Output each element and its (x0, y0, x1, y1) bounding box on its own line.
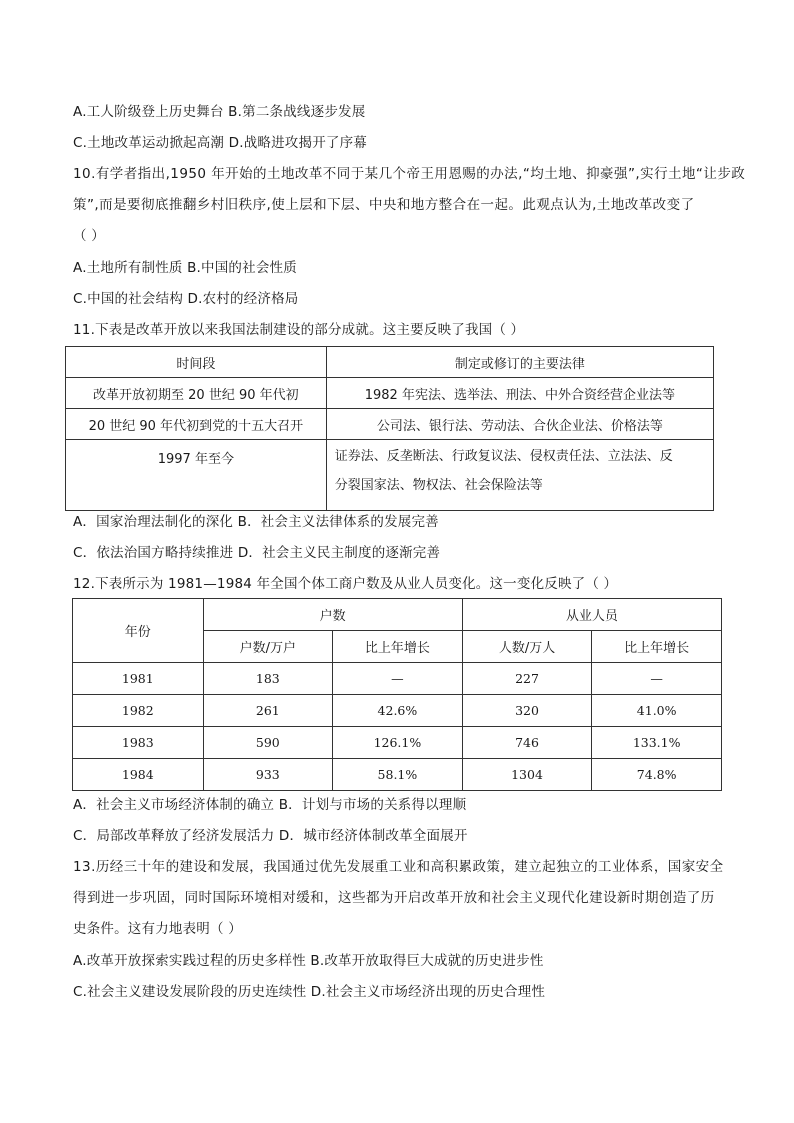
q13-option-ab: A.改革开放探索实践过程的历史多样性 B.改革开放取得巨大成就的历史进步性 (73, 953, 544, 969)
table-row (73, 727, 722, 759)
q13-stem-line-1: 13.历经三十年的建设和发展，我国通过优先发展重工业和高积累政策，建立起独立的工业体系，国家安全 (73, 859, 724, 875)
table-row (73, 695, 722, 727)
q13-option-cd: C.社会主义建设发展阶段的历史连续性 D.社会主义市场经济出现的历史合理性 (73, 984, 546, 1000)
laws-cell (326, 440, 713, 511)
value-cell: 227 (462, 663, 592, 695)
value-cell: 933 (203, 759, 333, 791)
q12-option-ab: A．社会主义市场经济体制的确立 B．计划与市场的关系得以理顺 (73, 797, 467, 813)
value-cell: 74.8% (592, 759, 722, 791)
header-cell-year: 年份 (73, 599, 204, 663)
q10-option-ab: A.土地所有制性质 B.中国的社会性质 (73, 260, 297, 276)
laws-line: 证券法、反垄断法、行政复议法、侵权责任法、立法法、反 (334, 449, 673, 464)
subheader-cell: 比上年增长 (333, 631, 463, 663)
period-cell: 改革开放初期至 20 世纪 90 年代初 (66, 378, 327, 409)
q10-stem-line-3: （ ） (73, 228, 105, 244)
value-cell: 133.1% (592, 727, 722, 759)
table-row (73, 759, 722, 791)
q13-stem-line-3: 史条件。这有力地表明（ ） (73, 921, 242, 937)
value-cell: 183 (203, 663, 333, 695)
laws-cell: 公司法、银行法、劳动法、合伙企业法、价格法等 (326, 409, 713, 440)
q13-stem-line-2: 得到进一步巩固，同时国际环境相对缓和，这些都为开启改革开放和社会主义现代化建设新时期创造了历 (73, 890, 715, 906)
laws-line: 分裂国家法、物权法、社会保险法等 (334, 478, 543, 493)
q9-option-ab: A.工人阶级登上历史舞台 B.第二条战线逐步发展 (73, 104, 366, 120)
year-cell: 1981 (73, 663, 204, 695)
value-cell: 261 (203, 695, 333, 727)
header-cell-employees: 从业人员 (462, 599, 721, 631)
table-header-row (66, 347, 714, 378)
value-cell: 746 (462, 727, 592, 759)
q10-stem-line-1: 10.有学者指出,1950 年开始的土地改革不同于某几个帝王用恩赐的办法,“均土地、抑豪强”,实行土地“让步政 (73, 166, 746, 182)
value-cell: 590 (203, 727, 333, 759)
q12-stem: 12.下表所示为 1981—1984 年全国个体工商户数及从业人员变化。这一变化反映了（ ） (73, 576, 618, 592)
value-cell: 58.1% (333, 759, 463, 791)
subheader-cell: 比上年增长 (592, 631, 722, 663)
header-cell-households: 户数 (203, 599, 462, 631)
q12-option-cd: C．局部改革释放了经济发展活力 D．城市经济体制改革全面展开 (73, 828, 468, 844)
table-row (66, 440, 714, 511)
header-cell-period: 时间段 (66, 347, 327, 378)
period-cell: 1997 年至今 (66, 440, 327, 511)
value-cell: — (592, 663, 722, 695)
laws-cell: 1982 年宪法、选举法、刑法、中外合资经营企业法等 (326, 378, 713, 409)
q11-option-cd: C．依法治国方略持续推进 D．社会主义民主制度的逐渐完善 (73, 545, 441, 561)
year-cell: 1984 (73, 759, 204, 791)
value-cell: — (333, 663, 463, 695)
subheader-cell: 户数/万户 (203, 631, 333, 663)
table-row (73, 663, 722, 695)
value-cell: 126.1% (333, 727, 463, 759)
year-cell: 1983 (73, 727, 204, 759)
subheader-cell: 人数/万人 (462, 631, 592, 663)
value-cell: 42.6% (333, 695, 463, 727)
year-cell: 1982 (73, 695, 204, 727)
q9-option-cd: C.土地改革运动掀起高潮 D.战略进攻揭开了序幕 (73, 135, 367, 151)
period-cell: 20 世纪 90 年代初到党的十五大召开 (66, 409, 327, 440)
table-header-row (73, 599, 722, 631)
q12-business-table (72, 598, 722, 791)
q11-stem: 11.下表是改革开放以来我国法制建设的部分成就。这主要反映了我国（ ） (73, 322, 525, 338)
q10-option-cd: C.中国的社会结构 D.农村的经济格局 (73, 291, 299, 307)
value-cell: 1304 (462, 759, 592, 791)
q11-law-table (65, 346, 714, 511)
value-cell: 320 (462, 695, 592, 727)
table-row (66, 409, 714, 440)
value-cell: 41.0% (592, 695, 722, 727)
q11-option-ab: A．国家治理法制化的深化 B．社会主义法律体系的发展完善 (73, 514, 439, 530)
table-row (66, 378, 714, 409)
header-cell-laws: 制定或修订的主要法律 (326, 347, 713, 378)
q10-stem-line-2: 策”,而是要彻底推翻乡村旧秩序,使上层和下层、中央和地方整合在一起。此观点认为,土地改革改变了 (73, 197, 695, 213)
